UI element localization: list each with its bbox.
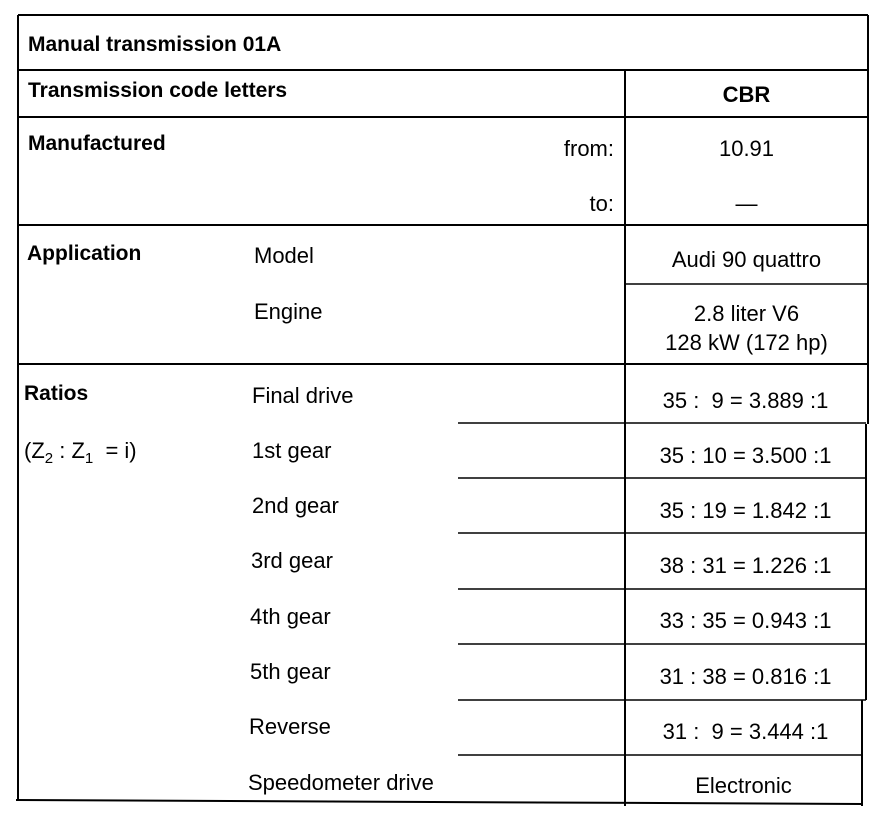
manufactured-label: Manufactured bbox=[28, 132, 166, 155]
application-label: Application bbox=[27, 242, 142, 265]
ratio-row-value-1st-gear: 35 : 10 = 3.500 :1 bbox=[659, 443, 832, 468]
ratio-row-label-2nd-gear: 2nd gear bbox=[252, 493, 339, 518]
ratio-row-value-final-drive: 35 : 9 = 3.889 :1 bbox=[662, 388, 829, 413]
ratio-row-value-reverse: 31 : 9 = 3.444 :1 bbox=[662, 719, 829, 744]
ratio-row-value-2nd-gear: 35 : 19 = 1.842 :1 bbox=[659, 498, 832, 523]
manufactured-from-label: from: bbox=[563, 136, 614, 161]
ratio-row-label-1st-gear: 1st gear bbox=[252, 438, 332, 463]
ratio-row-value-4th-gear: 33 : 35 = 0.943 :1 bbox=[659, 608, 832, 633]
ratio-row-label-speedometer-drive: Speedometer drive bbox=[248, 770, 434, 795]
code-letters-value: CBR bbox=[722, 82, 771, 107]
engine-value-line2: 128 kW (172 hp) bbox=[665, 330, 828, 355]
ratio-row-value-3rd-gear: 38 : 31 = 1.226 :1 bbox=[659, 553, 832, 578]
ratio-row-label-final-drive: Final drive bbox=[252, 383, 354, 408]
engine-label: Engine bbox=[254, 299, 323, 324]
ratio-row-label-4th-gear: 4th gear bbox=[250, 604, 331, 629]
manufactured-to-label: to: bbox=[589, 191, 614, 216]
ratio-row-label-3rd-gear: 3rd gear bbox=[251, 548, 333, 573]
engine-value-line1: 2.8 liter V6 bbox=[693, 301, 800, 326]
manufactured-to-value: — bbox=[735, 191, 758, 216]
ratio-row-value-5th-gear: 31 : 38 = 0.816 :1 bbox=[659, 664, 832, 689]
model-label: Model bbox=[254, 243, 314, 268]
ratio-row-value-speedometer-drive: Electronic bbox=[695, 773, 792, 798]
ratio-row-label-reverse: Reverse bbox=[249, 714, 331, 739]
manufactured-from-value: 10.91 bbox=[718, 136, 775, 161]
code-letters-label: Transmission code letters bbox=[28, 79, 288, 102]
ratios-label: Ratios bbox=[24, 382, 89, 405]
model-value: Audi 90 quattro bbox=[671, 247, 822, 272]
ratio-formula: ($Z_2$ : $Z_1 = i$) bbox=[24, 438, 137, 467]
ratio-row-label-5th-gear: 5th gear bbox=[250, 659, 331, 684]
table-title: Manual transmission 01A bbox=[28, 33, 282, 56]
